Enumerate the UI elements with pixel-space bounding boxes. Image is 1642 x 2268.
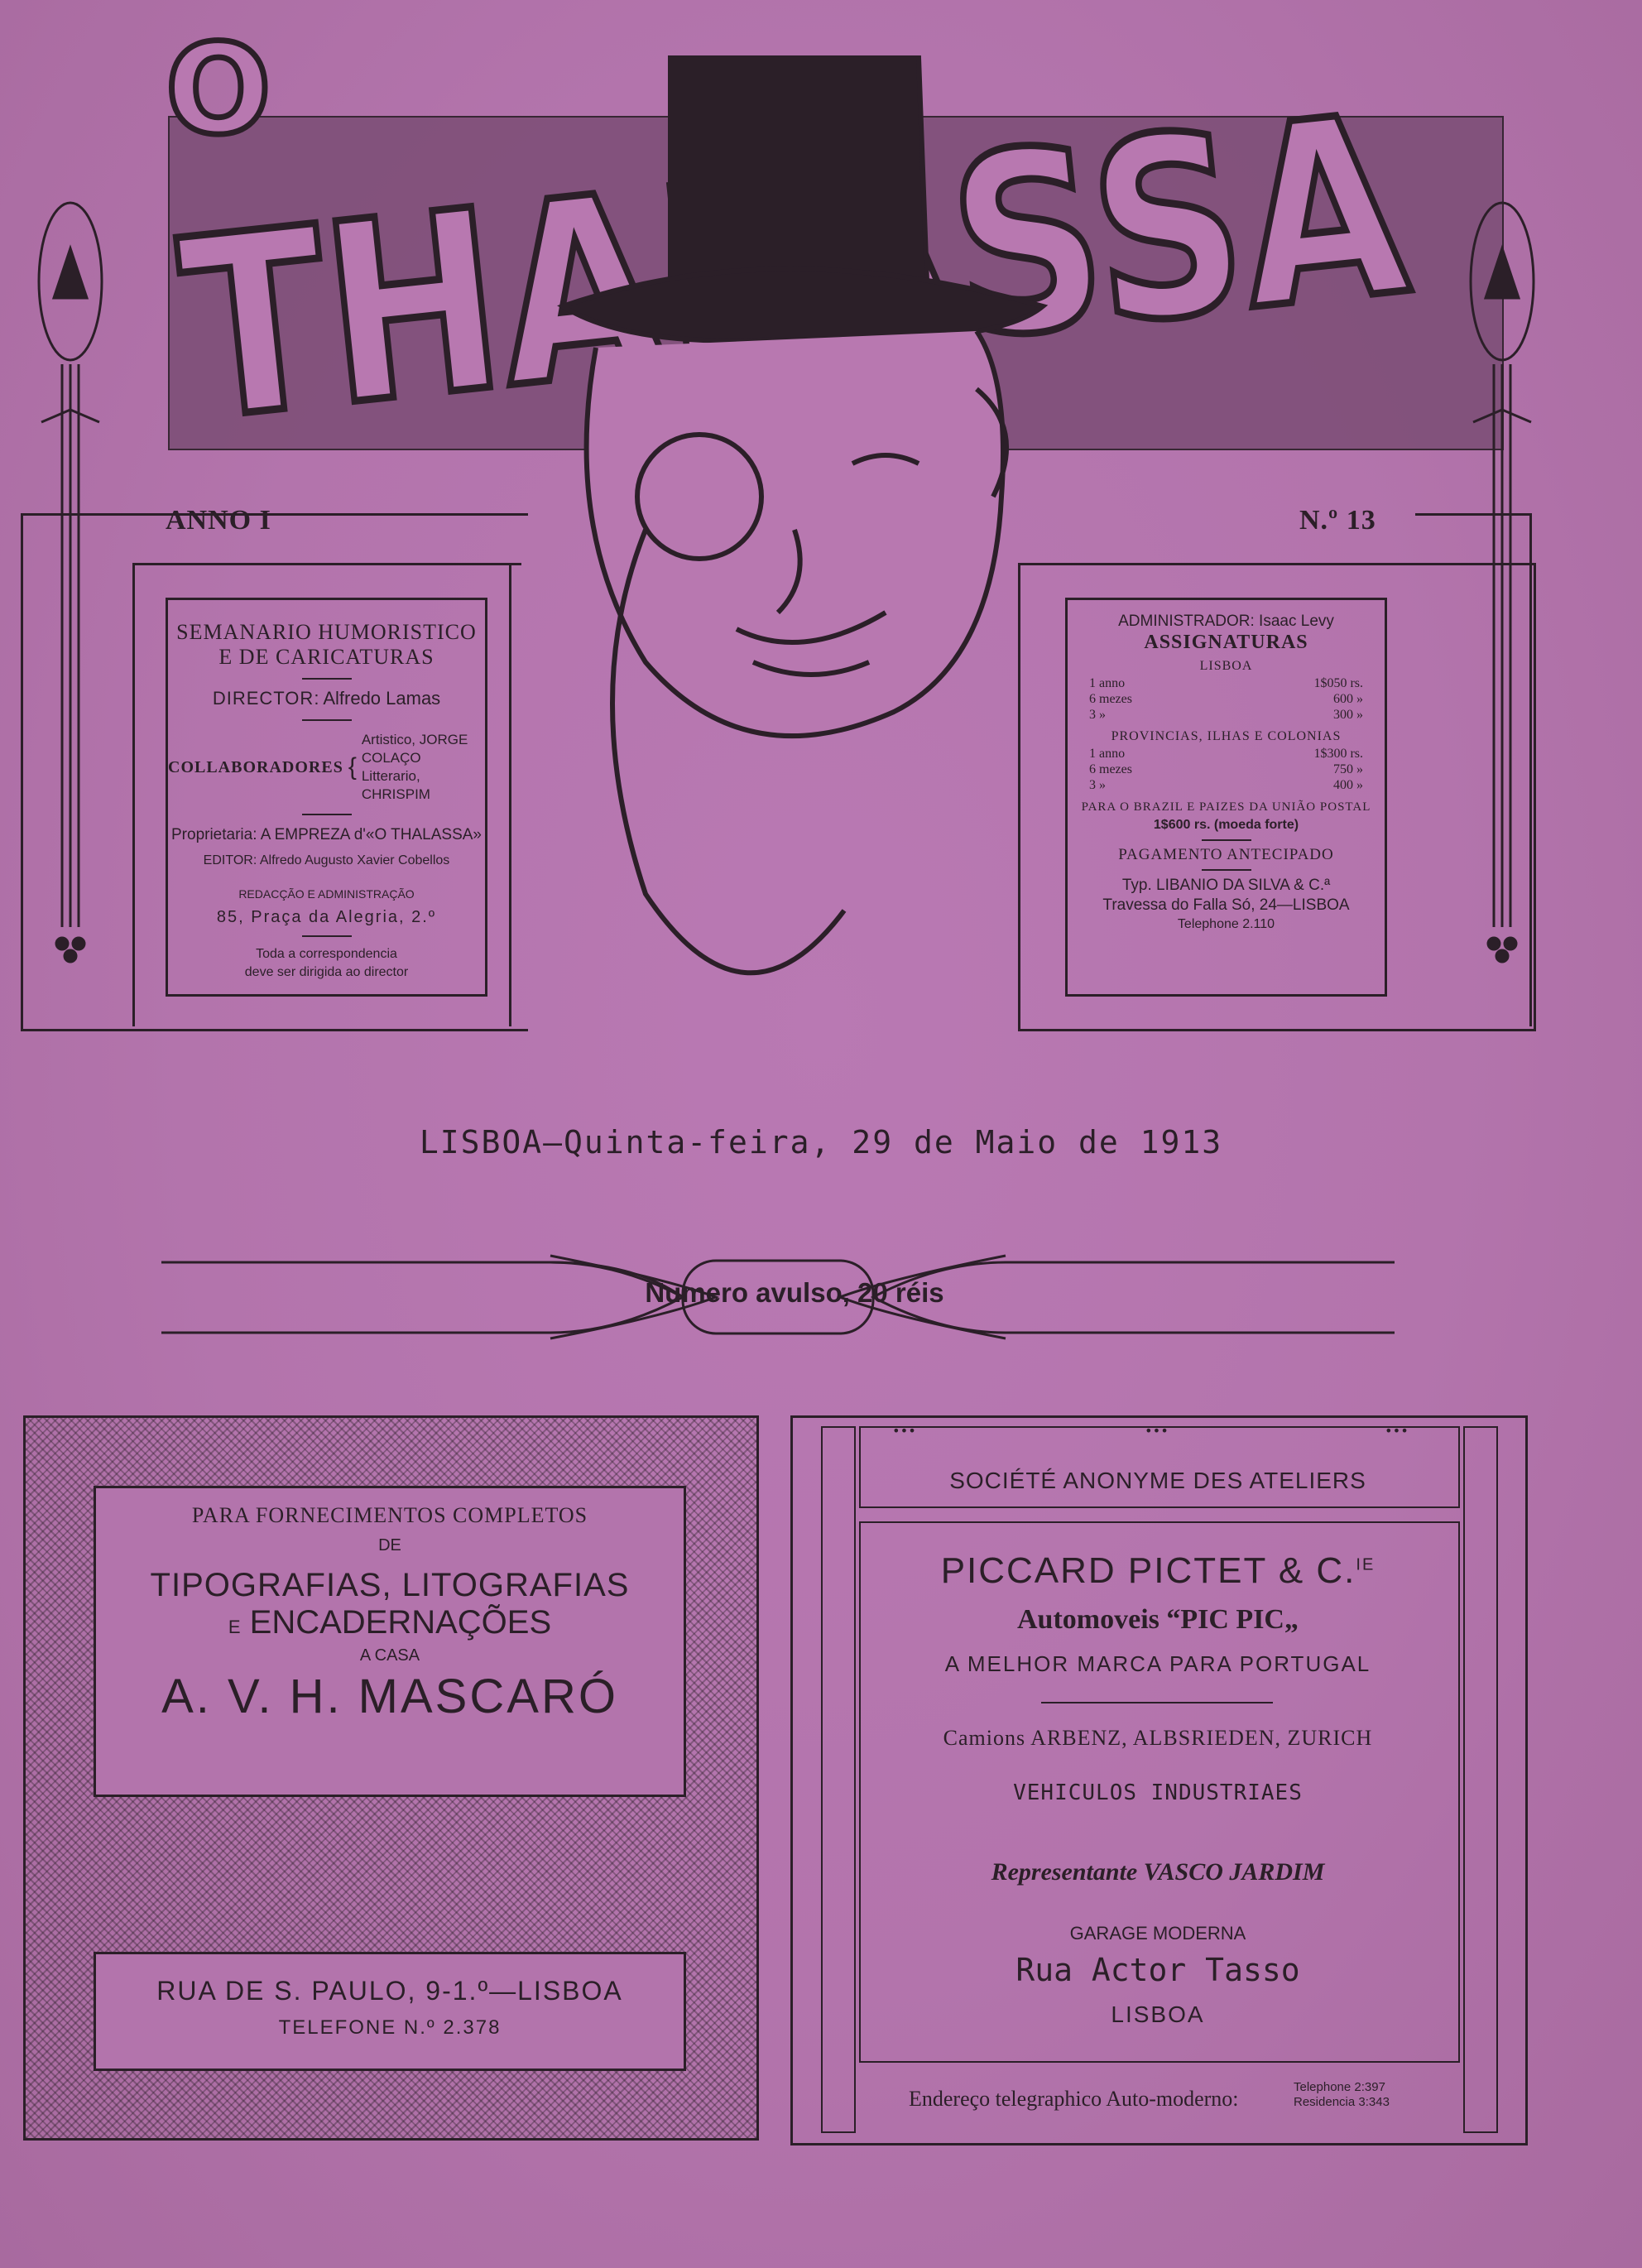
ad-left-address: RUA DE S. PAULO, 9-1.º—LISBOA: [156, 1976, 623, 2006]
ad-right-representative: Representante VASCO JARDIM: [991, 1858, 1325, 1886]
price-row: [1089, 777, 1363, 793]
price-period: 6 mezes: [1089, 762, 1132, 776]
ad-left-line4b: ENCADERNAÇÕES: [249, 1604, 552, 1641]
subscriptions-heading: ASSIGNATURAS: [1144, 632, 1308, 653]
price-row: [1089, 691, 1363, 707]
dateline: LISBOA—Quinta-feira, 29 de Maio de 1913: [419, 1124, 1223, 1160]
mascaro-advert-main: [94, 1486, 686, 1797]
price-amount: 300 »: [1333, 708, 1363, 722]
printer: Typ. LIBANIO DA SILVA & C.ª: [1121, 877, 1331, 894]
ad-right-tel1: Telephone 2:397: [1294, 2080, 1385, 2094]
collab-literary: Litterario, CHRISPIM: [361, 768, 430, 802]
provincias-price-list: [1068, 746, 1385, 793]
director-label: DIRECTOR: [212, 688, 314, 709]
ad-left-company: A. V. H. MASCARÓ: [161, 1670, 618, 1723]
collaborators: COLLABORADORES { Artistico, JORGE COLAÇO Litterario, CHRISPIM: [168, 731, 485, 804]
note1: Toda a correspondencia: [256, 947, 397, 961]
ad-left-line5: A CASA: [359, 1646, 420, 1665]
price-amount: 1$050 rs.: [1313, 676, 1363, 690]
ad-right-company-name: PICCARD PICTET & C.: [940, 1550, 1356, 1591]
ad-right-tel2: Residencia 3:343: [1294, 2095, 1390, 2109]
price-amount: 600 »: [1333, 692, 1363, 706]
publication-info-box: [166, 598, 487, 997]
price-row: [1089, 746, 1363, 762]
ad-right-garage: GARAGE MODERNA: [1069, 1923, 1246, 1944]
note2: deve ser dirigida ao director: [244, 965, 409, 979]
price-amount: 1$300 rs.: [1313, 747, 1363, 761]
ad-right-phones: [1294, 2080, 1390, 2110]
editor: EDITOR: Alfredo Augusto Xavier Cobellos: [203, 853, 450, 867]
ad-right-company-sup: IE: [1356, 1555, 1376, 1574]
ad-left-line4a: E: [228, 1617, 241, 1637]
dots-1: •••: [892, 1423, 916, 1439]
lisboa-price-list: [1068, 675, 1385, 723]
brazil-price: 1$600 rs. (moeda forte): [1153, 818, 1299, 832]
provincias-label: PROVINCIAS, ILHAS E COLONIAS: [1111, 729, 1342, 743]
brazil-label: PARA O BRAZIL E PAIZES DA UNIÃO POSTAL: [1081, 800, 1371, 814]
director-name: Alfredo Lamas: [323, 688, 441, 709]
right-pillar: [1463, 1426, 1498, 2133]
office-address: 85, Praça da Alegria, 2.º: [216, 908, 437, 926]
mascaro-advert: [23, 1415, 759, 2141]
masthead-article: O: [166, 25, 271, 162]
price-amount: 400 »: [1333, 778, 1363, 792]
ad-right-slogan: A MELHOR MARCA PARA PORTUGAL: [944, 1651, 1371, 1676]
ad-right-company: [859, 1550, 1457, 1592]
price-period: 6 mezes: [1089, 692, 1132, 706]
ad-right-telegraph: Endereço telegraphico Auto-moderno:: [909, 2087, 1239, 2111]
left-pillar: [821, 1426, 856, 2133]
ad-left-phone: TELEFONE N.º 2.378: [278, 2016, 502, 2039]
administrator: ADMINISTRADOR: Isaac Levy: [1118, 613, 1334, 630]
mascaro-advert-address: [94, 1952, 686, 2071]
ad-left-line1: PARA FORNECIMENTOS COMPLETOS: [191, 1503, 588, 1527]
dots-2: •••: [1145, 1423, 1169, 1439]
ad-right-vehicles: VEHICULOS INDUSTRIAES: [1013, 1780, 1303, 1805]
ad-right-city: LISBOA: [1111, 2001, 1205, 2027]
ad-left-line2: DE: [378, 1536, 401, 1554]
price-period: 3 »: [1089, 778, 1106, 792]
payment-note: PAGAMENTO ANTECIPADO: [1118, 846, 1334, 863]
price-banner: Numero avulso, 20 réis: [645, 1277, 944, 1308]
ad-right-header: SOCIÉTÉ ANONYME DES ATELIERS: [949, 1468, 1366, 1493]
director-line: DIRECTOR: Alfredo Lamas: [212, 688, 441, 709]
info-line2: E DE CARICATURAS: [218, 645, 435, 669]
info-line1: SEMANARIO HUMORISTICO: [176, 620, 477, 644]
proprietor: Proprietaria: A EMPREZA d'«O THALASSA»: [171, 826, 482, 843]
price-period: 1 anno: [1089, 676, 1126, 690]
ad-right-camions: Camions ARBENZ, ALBSRIEDEN, ZURICH: [943, 1726, 1373, 1750]
subscription-info-box: [1065, 598, 1387, 997]
price-amount: 750 »: [1333, 762, 1363, 776]
issue-year: ANNO I: [166, 505, 271, 536]
telephone: Telephone 2.110: [1177, 917, 1275, 931]
dots-3: •••: [1385, 1423, 1409, 1439]
piccard-advert: [790, 1415, 1528, 2145]
price-row: [1089, 762, 1363, 777]
ad-right-product: Automoveis “PIC PIC„: [1017, 1604, 1299, 1635]
ad-left-line4: [96, 1604, 684, 1641]
ad-right-street: Rua Actor Tasso: [1015, 1952, 1300, 1988]
price-row: [1089, 675, 1363, 691]
office-title: REDACÇÃO E ADMINISTRAÇÃO: [238, 887, 415, 901]
printer-address: Travessa do Falla Só, 24—LISBOA: [1102, 896, 1350, 914]
price-period: 1 anno: [1089, 747, 1126, 761]
issue-number: N.º 13: [1299, 505, 1376, 536]
price-period: 3 »: [1089, 708, 1106, 722]
ad-left-line3: TIPOGRAFIAS, LITOGRAFIAS: [150, 1567, 630, 1603]
lisboa-label: LISBOA: [1199, 659, 1253, 673]
collab-label: COLLABORADORES: [168, 757, 343, 776]
collab-artistic: Artistico, JORGE COLAÇO: [361, 732, 468, 766]
price-row: [1089, 707, 1363, 723]
